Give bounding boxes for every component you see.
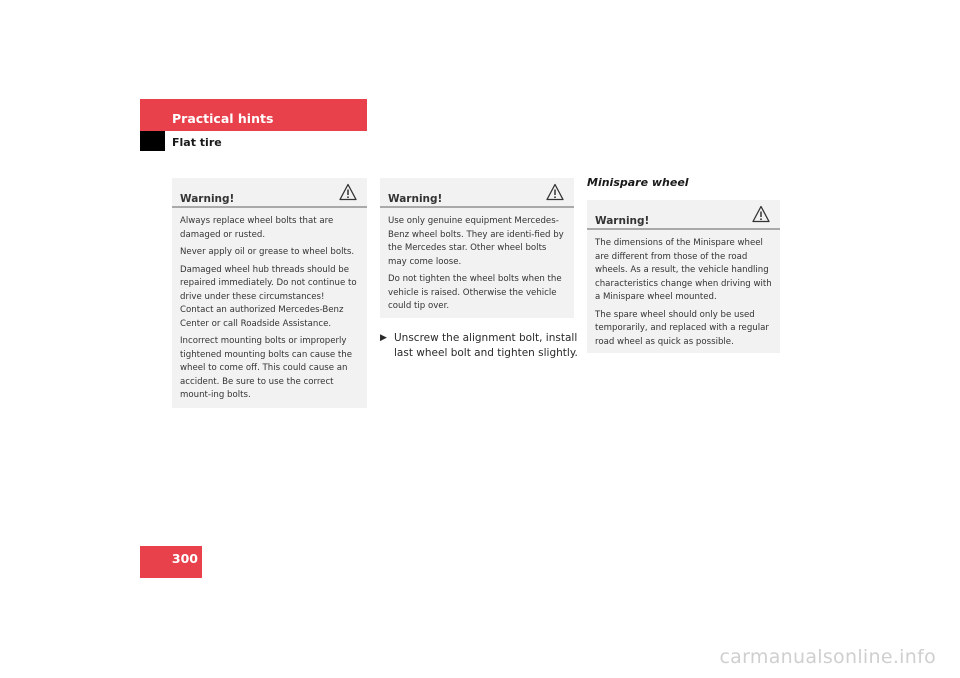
watermark-text: carmanualsonline.info <box>719 646 936 668</box>
bullet-arrow-icon: ▶ <box>380 333 387 343</box>
warning-body <box>172 208 367 403</box>
warning-triangle-icon <box>546 183 564 201</box>
warning-triangle-icon <box>339 183 357 201</box>
warning-paragraph: Always replace wheel bolts that are damaged or rusted. <box>180 216 334 240</box>
warning-body <box>587 230 780 349</box>
warning-paragraph: The spare wheel should only be used temporarily, and replaced with a regular road wheel as quick as possible. <box>595 309 769 347</box>
warning-paragraph: The dimensions of the Minispare wheel are different from those of the road wheels. As a result, the vehicle handling characteristics change when driving with a Minispare wheel mounted. <box>595 238 772 302</box>
warning-title: Warning! <box>595 215 650 227</box>
instruction-step <box>382 331 578 361</box>
warning-paragraph: Damaged wheel hub threads should be repaired immediately. Do not continue to drive under these circumstances! Contact an authorized Mercedes-Benz Center or call Roadside Assistance. <box>180 264 357 329</box>
warning-paragraph: Incorrect mounting bolts or improperly tightened mounting bolts can cause the wheel to come off. This could cause an accident. Be sure to use the correct mount-ing bolts. <box>180 336 353 400</box>
warning-paragraph: Do not tighten the wheel bolts when the vehicle is raised. Otherwise the vehicle could tip over. <box>388 274 562 311</box>
warning-header <box>172 178 367 208</box>
warning-header <box>380 178 574 208</box>
warning-box-wheel-bolts <box>172 178 367 408</box>
instruction-text: Unscrew the alignment bolt, install last wheel bolt and tighten slightly. <box>394 332 578 359</box>
minispare-heading: Minispare wheel <box>587 176 689 189</box>
warning-body <box>380 208 574 314</box>
section-header <box>140 99 367 131</box>
warning-box-genuine-bolts <box>380 178 574 318</box>
warning-paragraph: Never apply oil or grease to wheel bolts. <box>180 247 355 257</box>
subsection-title: Flat tire <box>172 136 222 149</box>
warning-title: Warning! <box>180 193 235 205</box>
section-tab-marker <box>140 131 165 151</box>
warning-triangle-icon <box>752 205 770 223</box>
warning-paragraph: Use only genuine equipment Mercedes-Benz wheel bolts. They are identi-fied by the Mercedes star. Other wheel bolts may come loose. <box>388 216 564 267</box>
warning-title: Warning! <box>388 193 443 205</box>
warning-header <box>587 200 780 230</box>
page-number: 300 <box>140 546 202 578</box>
warning-box-minispare <box>587 200 780 353</box>
section-title-text: Practical hints <box>172 111 274 126</box>
